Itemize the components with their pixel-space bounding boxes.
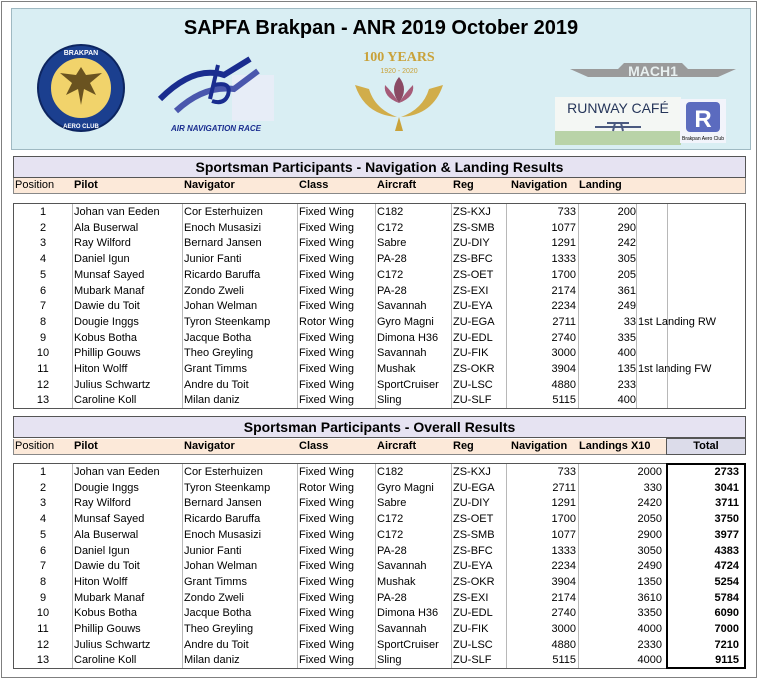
navigation-cell: 1291 — [551, 497, 576, 510]
table-row — [14, 622, 745, 638]
navigator-cell: Enoch Musasizi — [184, 528, 262, 541]
class-cell: Fixed Wing — [299, 221, 355, 234]
navigator-cell: Junior Fanti — [184, 544, 242, 557]
navigation-cell: 2174 — [551, 284, 576, 297]
aircraft-cell: Mushak — [377, 363, 416, 375]
navigator-cell: Milan daniz — [184, 394, 240, 407]
pilot-cell: Ray Wilford — [74, 237, 131, 250]
aircraft-cell: Gyro Magni — [377, 315, 434, 328]
aircraft-cell: Sling — [377, 394, 402, 407]
landings-x10-cell: 330 — [643, 481, 662, 494]
navigation-cell: 2740 — [551, 607, 576, 620]
reg-cell: ZU-SLF — [453, 394, 492, 407]
navigation-cell: 2234 — [551, 300, 576, 313]
navigation-cell: 1700 — [551, 513, 576, 526]
navigator-cell: Cor Esterhuizen — [184, 206, 263, 218]
landings-x10-cell: 2900 — [637, 528, 662, 541]
aircraft-cell: Savannah — [377, 347, 427, 360]
aircraft-cell: C172 — [377, 513, 404, 526]
navigation-cell: 1700 — [551, 268, 576, 281]
mach1-text: MACH1 — [628, 63, 678, 79]
navigator-cell: Johan Welman — [184, 300, 258, 313]
aircraft-cell: C182 — [377, 206, 404, 218]
pilot-cell: Kobus Botha — [74, 607, 137, 620]
landings-x10-cell: 4000 — [637, 623, 662, 635]
class-cell: Fixed Wing — [299, 466, 355, 478]
total-cell: 3750 — [714, 513, 739, 526]
col-class: Class — [299, 179, 329, 191]
navigation-cell: 3000 — [551, 347, 576, 360]
reg-cell: ZU-LSC — [453, 378, 493, 391]
position-cell: 10 — [36, 607, 50, 620]
navigator-cell: Zondo Zweli — [184, 284, 244, 297]
pilot-cell: Dawie du Toit — [74, 560, 140, 573]
navigator-cell: Andre du Toit — [184, 378, 249, 391]
aircraft-cell: Savannah — [377, 623, 427, 635]
col-reg: Reg — [453, 440, 474, 452]
position-cell: 11 — [37, 623, 49, 635]
reg-cell: ZS-KXJ — [453, 206, 491, 218]
class-cell: Fixed Wing — [299, 378, 355, 391]
class-cell: Fixed Wing — [299, 513, 355, 526]
col-aircraft: Aircraft — [377, 440, 417, 452]
landing-cell: 33 — [623, 315, 636, 328]
landing-cell: 400 — [617, 347, 636, 360]
position-cell: 1 — [39, 466, 47, 478]
pilot-cell: Johan van Eeden — [74, 466, 160, 478]
total-cell: 4724 — [714, 560, 739, 573]
pilot-cell: Julius Schwartz — [74, 378, 151, 391]
aircraft-cell: C172 — [377, 221, 404, 234]
navigation-cell: 3000 — [551, 623, 576, 635]
aircraft-cell: Sling — [377, 654, 402, 667]
reg-cell: ZS-EXI — [453, 591, 489, 604]
aircraft-cell: Dimona H36 — [377, 331, 439, 344]
total-cell: 3977 — [714, 528, 739, 541]
navigator-cell: Zondo Zweli — [184, 591, 244, 604]
position-cell: 4 — [39, 513, 47, 526]
col-pilot: Pilot — [74, 179, 98, 191]
position-cell: 12 — [36, 638, 50, 651]
navigation-cell: 5115 — [552, 394, 576, 407]
pilot-cell: Ala Buserwal — [74, 528, 139, 541]
reg-cell: ZU-DIY — [453, 497, 490, 510]
r-letter: R — [694, 106, 712, 133]
class-cell: Fixed Wing — [299, 575, 355, 588]
total-cell: 2733 — [714, 466, 739, 478]
table-row — [14, 205, 745, 221]
landings-x10-cell: 2000 — [637, 466, 662, 478]
table-row — [14, 512, 745, 528]
landings-x10-cell: 3050 — [637, 544, 662, 557]
pilot-cell: Hiton Wolff — [74, 363, 128, 375]
centenary-years: 1920 - 2020 — [380, 68, 418, 75]
navigation-cell: 1333 — [551, 544, 576, 557]
overall-section-title: Sportsman Participants - Overall Results — [13, 416, 746, 438]
navigator-cell: Grant Timms — [184, 363, 247, 375]
class-cell: Fixed Wing — [299, 394, 355, 407]
reg-cell: ZU-EDL — [453, 607, 493, 620]
landing-cell: 233 — [617, 378, 636, 391]
air-navigation-race-logo — [154, 55, 280, 137]
position-cell: 12 — [36, 378, 50, 391]
navigation-cell: 1333 — [551, 253, 576, 266]
class-cell: Fixed Wing — [299, 528, 355, 541]
aircraft-cell: C172 — [377, 268, 404, 281]
col-navigator: Navigator — [184, 179, 235, 191]
navigator-cell: Ricardo Baruffa — [184, 268, 261, 281]
position-cell: 5 — [39, 528, 47, 541]
aircraft-cell: Mushak — [377, 575, 416, 588]
page-title: SAPFA Brakpan - ANR 2019 October 2019 — [183, 17, 579, 39]
runway-cafe-logo — [555, 97, 681, 145]
pilot-cell: Julius Schwartz — [74, 638, 151, 651]
position-cell: 8 — [39, 315, 47, 328]
col-class: Class — [299, 440, 329, 452]
position-cell: 13 — [36, 394, 50, 407]
navigation-cell: 733 — [557, 206, 576, 218]
table-row — [14, 221, 745, 237]
class-cell: Fixed Wing — [299, 591, 355, 604]
class-cell: Fixed Wing — [299, 331, 355, 344]
position-cell: 3 — [39, 497, 47, 510]
position-cell: 7 — [39, 560, 47, 573]
position-cell: 8 — [39, 575, 47, 588]
table-row — [14, 606, 745, 622]
aircraft-cell: SportCruiser — [377, 638, 439, 651]
table-row — [14, 362, 745, 378]
nav-landing-section-title: Sportsman Participants - Navigation & Landing Results — [13, 156, 746, 178]
class-cell: Fixed Wing — [299, 638, 355, 651]
pilot-cell: Johan van Eeden — [74, 206, 160, 218]
navigation-cell: 1291 — [551, 237, 576, 250]
navigation-cell: 4880 — [551, 638, 576, 651]
aircraft-cell: PA-28 — [377, 253, 407, 266]
col-navigation: Navigation — [511, 440, 568, 452]
position-cell: 6 — [39, 544, 47, 557]
navigator-cell: Bernard Jansen — [184, 237, 262, 250]
position-cell: 10 — [36, 347, 50, 360]
position-cell: 9 — [39, 591, 47, 604]
brakpan-aero-club-logo — [36, 43, 126, 133]
pilot-cell: Kobus Botha — [74, 331, 137, 344]
aircraft-cell: SportCruiser — [377, 378, 439, 391]
navigator-cell: Ricardo Baruffa — [184, 513, 261, 526]
reg-cell: ZS-OET — [453, 513, 494, 526]
aircraft-cell: C172 — [377, 528, 404, 541]
pilot-cell: Dougie Inggs — [74, 315, 139, 328]
table-row — [14, 236, 745, 252]
r-club-logo — [680, 99, 726, 143]
reg-cell: ZS-EXI — [453, 284, 489, 297]
position-cell: 2 — [39, 221, 47, 234]
total-cell: 7000 — [714, 623, 739, 635]
table-row — [14, 252, 745, 268]
landing-cell: 400 — [617, 394, 636, 407]
aircraft-cell: Dimona H36 — [377, 607, 439, 620]
col-landings-x10: Landings X10 — [579, 440, 651, 452]
table-row — [14, 481, 745, 497]
aircraft-cell: Savannah — [377, 560, 427, 573]
table-row — [14, 284, 745, 300]
landing-cell: 335 — [617, 331, 636, 344]
navigator-cell: Theo Greyling — [184, 347, 254, 360]
reg-cell: ZS-SMB — [453, 528, 495, 541]
class-cell: Fixed Wing — [299, 560, 355, 573]
navigation-cell: 3904 — [551, 575, 576, 588]
pilot-cell: Dougie Inggs — [74, 481, 139, 494]
pilot-cell: Phillip Gouws — [74, 347, 141, 360]
table-row — [14, 591, 745, 607]
landings-x10-cell: 3350 — [637, 607, 662, 620]
table-row — [14, 559, 745, 575]
class-cell: Fixed Wing — [299, 544, 355, 557]
landings-x10-cell: 1350 — [637, 575, 662, 588]
class-cell: Fixed Wing — [299, 268, 355, 281]
class-cell: Rotor Wing — [299, 481, 355, 494]
navigator-cell: Enoch Musasizi — [184, 221, 262, 234]
reg-cell: ZS-BFC — [453, 253, 493, 266]
pilot-cell: Mubark Manaf — [74, 284, 145, 297]
landing-cell: 305 — [617, 253, 636, 266]
class-cell: Fixed Wing — [299, 300, 355, 313]
navigation-cell: 3904 — [551, 363, 576, 375]
total-cell: 5784 — [714, 591, 739, 604]
landings-x10-cell: 2420 — [637, 497, 662, 510]
reg-cell: ZS-SMB — [453, 221, 495, 234]
class-cell: Fixed Wing — [299, 206, 355, 218]
aircraft-cell: Sabre — [377, 497, 407, 510]
note-cell: 1st landing FW — [638, 363, 712, 375]
position-cell: 6 — [39, 284, 47, 297]
pilot-cell: Daniel Igun — [74, 253, 130, 266]
landing-cell: 249 — [617, 300, 636, 313]
landing-cell: 135 — [617, 363, 636, 375]
table-row — [14, 575, 745, 591]
navigation-cell: 2234 — [551, 560, 576, 573]
landings-x10-cell: 4000 — [637, 654, 662, 667]
anr-caption: AIR NAVIGATION RACE — [171, 124, 261, 133]
table-row — [14, 393, 745, 409]
navigation-cell: 4880 — [551, 378, 576, 391]
navigator-cell: Jacque Botha — [184, 607, 252, 620]
landings-x10-cell: 3610 — [637, 591, 662, 604]
total-cell: 6090 — [714, 607, 739, 620]
overall-column-header — [13, 439, 746, 455]
class-cell: Fixed Wing — [299, 363, 355, 375]
centenary-emblem-logo — [349, 45, 449, 139]
reg-cell: ZU-SLF — [453, 654, 492, 667]
total-cell: 3711 — [715, 497, 739, 510]
reg-cell: ZU-DIY — [453, 237, 490, 250]
col-position: Position — [15, 440, 55, 452]
landing-cell: 361 — [617, 284, 636, 297]
position-cell: 2 — [39, 481, 47, 494]
table-row — [14, 315, 745, 331]
position-cell: 13 — [36, 654, 50, 667]
position-cell: 5 — [39, 268, 47, 281]
reg-cell: ZU-LSC — [453, 638, 493, 651]
total-cell: 7210 — [714, 638, 739, 651]
brakpan-top-text: BRAKPAN — [63, 50, 99, 57]
navigation-cell: 2711 — [552, 315, 576, 328]
nav-landing-table — [13, 203, 746, 409]
reg-cell: ZS-BFC — [453, 544, 493, 557]
navigator-cell: Andre du Toit — [184, 638, 249, 651]
navigation-cell: 1077 — [551, 221, 576, 234]
runway-cafe-text: RUNWAY CAFÉ — [567, 100, 669, 116]
col-navigator: Navigator — [184, 440, 235, 452]
r-caption: Brakpan Aero Club — [682, 136, 724, 142]
class-cell: Fixed Wing — [299, 253, 355, 266]
col-navigation: Navigation — [511, 179, 568, 191]
navigation-cell: 2711 — [552, 481, 576, 494]
pilot-cell: Caroline Koll — [74, 654, 137, 667]
table-row — [14, 378, 745, 394]
pilot-cell: Munsaf Sayed — [74, 513, 145, 526]
reg-cell: ZU-EDL — [453, 331, 493, 344]
navigator-cell: Johan Welman — [184, 560, 258, 573]
reg-cell: ZU-EGA — [453, 315, 495, 328]
position-cell: 11 — [37, 363, 49, 375]
reg-cell: ZS-OET — [453, 268, 494, 281]
col-reg: Reg — [453, 179, 474, 191]
pilot-cell: Caroline Koll — [74, 394, 137, 407]
pilot-cell: Ala Buserwal — [74, 221, 139, 234]
landing-cell: 205 — [617, 268, 636, 281]
table-row — [14, 465, 745, 481]
aircraft-cell: PA-28 — [377, 284, 407, 297]
navigation-cell: 2740 — [551, 331, 576, 344]
total-cell: 3041 — [714, 481, 739, 494]
class-cell: Fixed Wing — [299, 607, 355, 620]
reg-cell: ZU-FIK — [453, 623, 489, 635]
table-row — [14, 496, 745, 512]
table-row — [14, 299, 745, 315]
aircraft-cell: PA-28 — [377, 544, 407, 557]
class-cell: Fixed Wing — [299, 497, 355, 510]
navigator-cell: Cor Esterhuizen — [184, 466, 263, 478]
navigator-cell: Tyron Steenkamp — [184, 315, 271, 328]
col-landing: Landing — [579, 179, 622, 191]
navigator-cell: Jacque Botha — [184, 331, 252, 344]
pilot-cell: Dawie du Toit — [74, 300, 140, 313]
brakpan-bottom-text: AERO CLUB — [63, 124, 99, 130]
navigation-cell: 2174 — [551, 591, 576, 604]
navigation-cell: 733 — [557, 466, 576, 478]
reg-cell: ZS-KXJ — [453, 466, 491, 478]
pilot-cell: Munsaf Sayed — [74, 268, 145, 281]
class-cell: Fixed Wing — [299, 654, 355, 667]
total-cell: 5254 — [714, 575, 739, 588]
class-cell: Fixed Wing — [299, 284, 355, 297]
centenary-text: 100 YEARS — [363, 50, 435, 65]
navigator-cell: Milan daniz — [184, 654, 240, 667]
table-row — [14, 268, 745, 284]
navigator-cell: Junior Fanti — [184, 253, 242, 266]
col-aircraft: Aircraft — [377, 179, 417, 191]
pilot-cell: Phillip Gouws — [74, 623, 141, 635]
col-pilot: Pilot — [74, 440, 98, 452]
class-cell: Fixed Wing — [299, 623, 355, 635]
navigation-cell: 5115 — [552, 654, 576, 667]
position-cell: 1 — [39, 206, 47, 218]
reg-cell: ZU-EYA — [453, 300, 493, 313]
pilot-cell: Ray Wilford — [74, 497, 131, 510]
pilot-cell: Mubark Manaf — [74, 591, 145, 604]
pilot-cell: Daniel Igun — [74, 544, 130, 557]
table-row — [14, 544, 745, 560]
aircraft-cell: PA-28 — [377, 591, 407, 604]
reg-cell: ZU-EYA — [453, 560, 493, 573]
table-row — [14, 653, 745, 669]
landing-cell: 200 — [617, 206, 636, 218]
reg-cell: ZU-FIK — [453, 347, 489, 360]
mach1-logo — [568, 59, 738, 87]
reg-cell: ZU-EGA — [453, 481, 495, 494]
navigator-cell: Theo Greyling — [184, 623, 254, 635]
aircraft-cell: Gyro Magni — [377, 481, 434, 494]
landings-x10-cell: 2330 — [637, 638, 662, 651]
table-row — [14, 346, 745, 362]
nav-landing-column-header — [13, 178, 746, 194]
total-cell: 4383 — [714, 544, 739, 557]
table-row — [14, 638, 745, 654]
class-cell: Rotor Wing — [299, 315, 355, 328]
class-cell: Fixed Wing — [299, 237, 355, 250]
table-row — [14, 331, 745, 347]
position-cell: 4 — [39, 253, 47, 266]
navigator-cell: Grant Timms — [184, 575, 247, 588]
total-cell: 9115 — [715, 654, 739, 667]
header-banner — [11, 8, 751, 150]
reg-cell: ZS-OKR — [453, 363, 495, 375]
navigation-cell: 1077 — [551, 528, 576, 541]
pilot-cell: Hiton Wolff — [74, 575, 128, 588]
position-cell: 3 — [39, 237, 47, 250]
note-cell: 1st Landing RW — [638, 315, 717, 328]
col-total: Total — [666, 438, 746, 455]
reg-cell: ZS-OKR — [453, 575, 495, 588]
aircraft-cell: Sabre — [377, 237, 407, 250]
navigator-cell: Tyron Steenkamp — [184, 481, 271, 494]
navigator-cell: Bernard Jansen — [184, 497, 262, 510]
landings-x10-cell: 2050 — [637, 513, 662, 526]
total-column-box — [666, 463, 746, 669]
table-row — [14, 528, 745, 544]
position-cell: 9 — [39, 331, 47, 344]
aircraft-cell: Savannah — [377, 300, 427, 313]
overall-table — [13, 463, 746, 669]
landing-cell: 290 — [617, 221, 636, 234]
landings-x10-cell: 2490 — [637, 560, 662, 573]
aircraft-cell: C182 — [377, 466, 404, 478]
position-cell: 7 — [39, 300, 47, 313]
col-position: Position — [15, 179, 55, 191]
class-cell: Fixed Wing — [299, 347, 355, 360]
landing-cell: 242 — [617, 237, 636, 250]
